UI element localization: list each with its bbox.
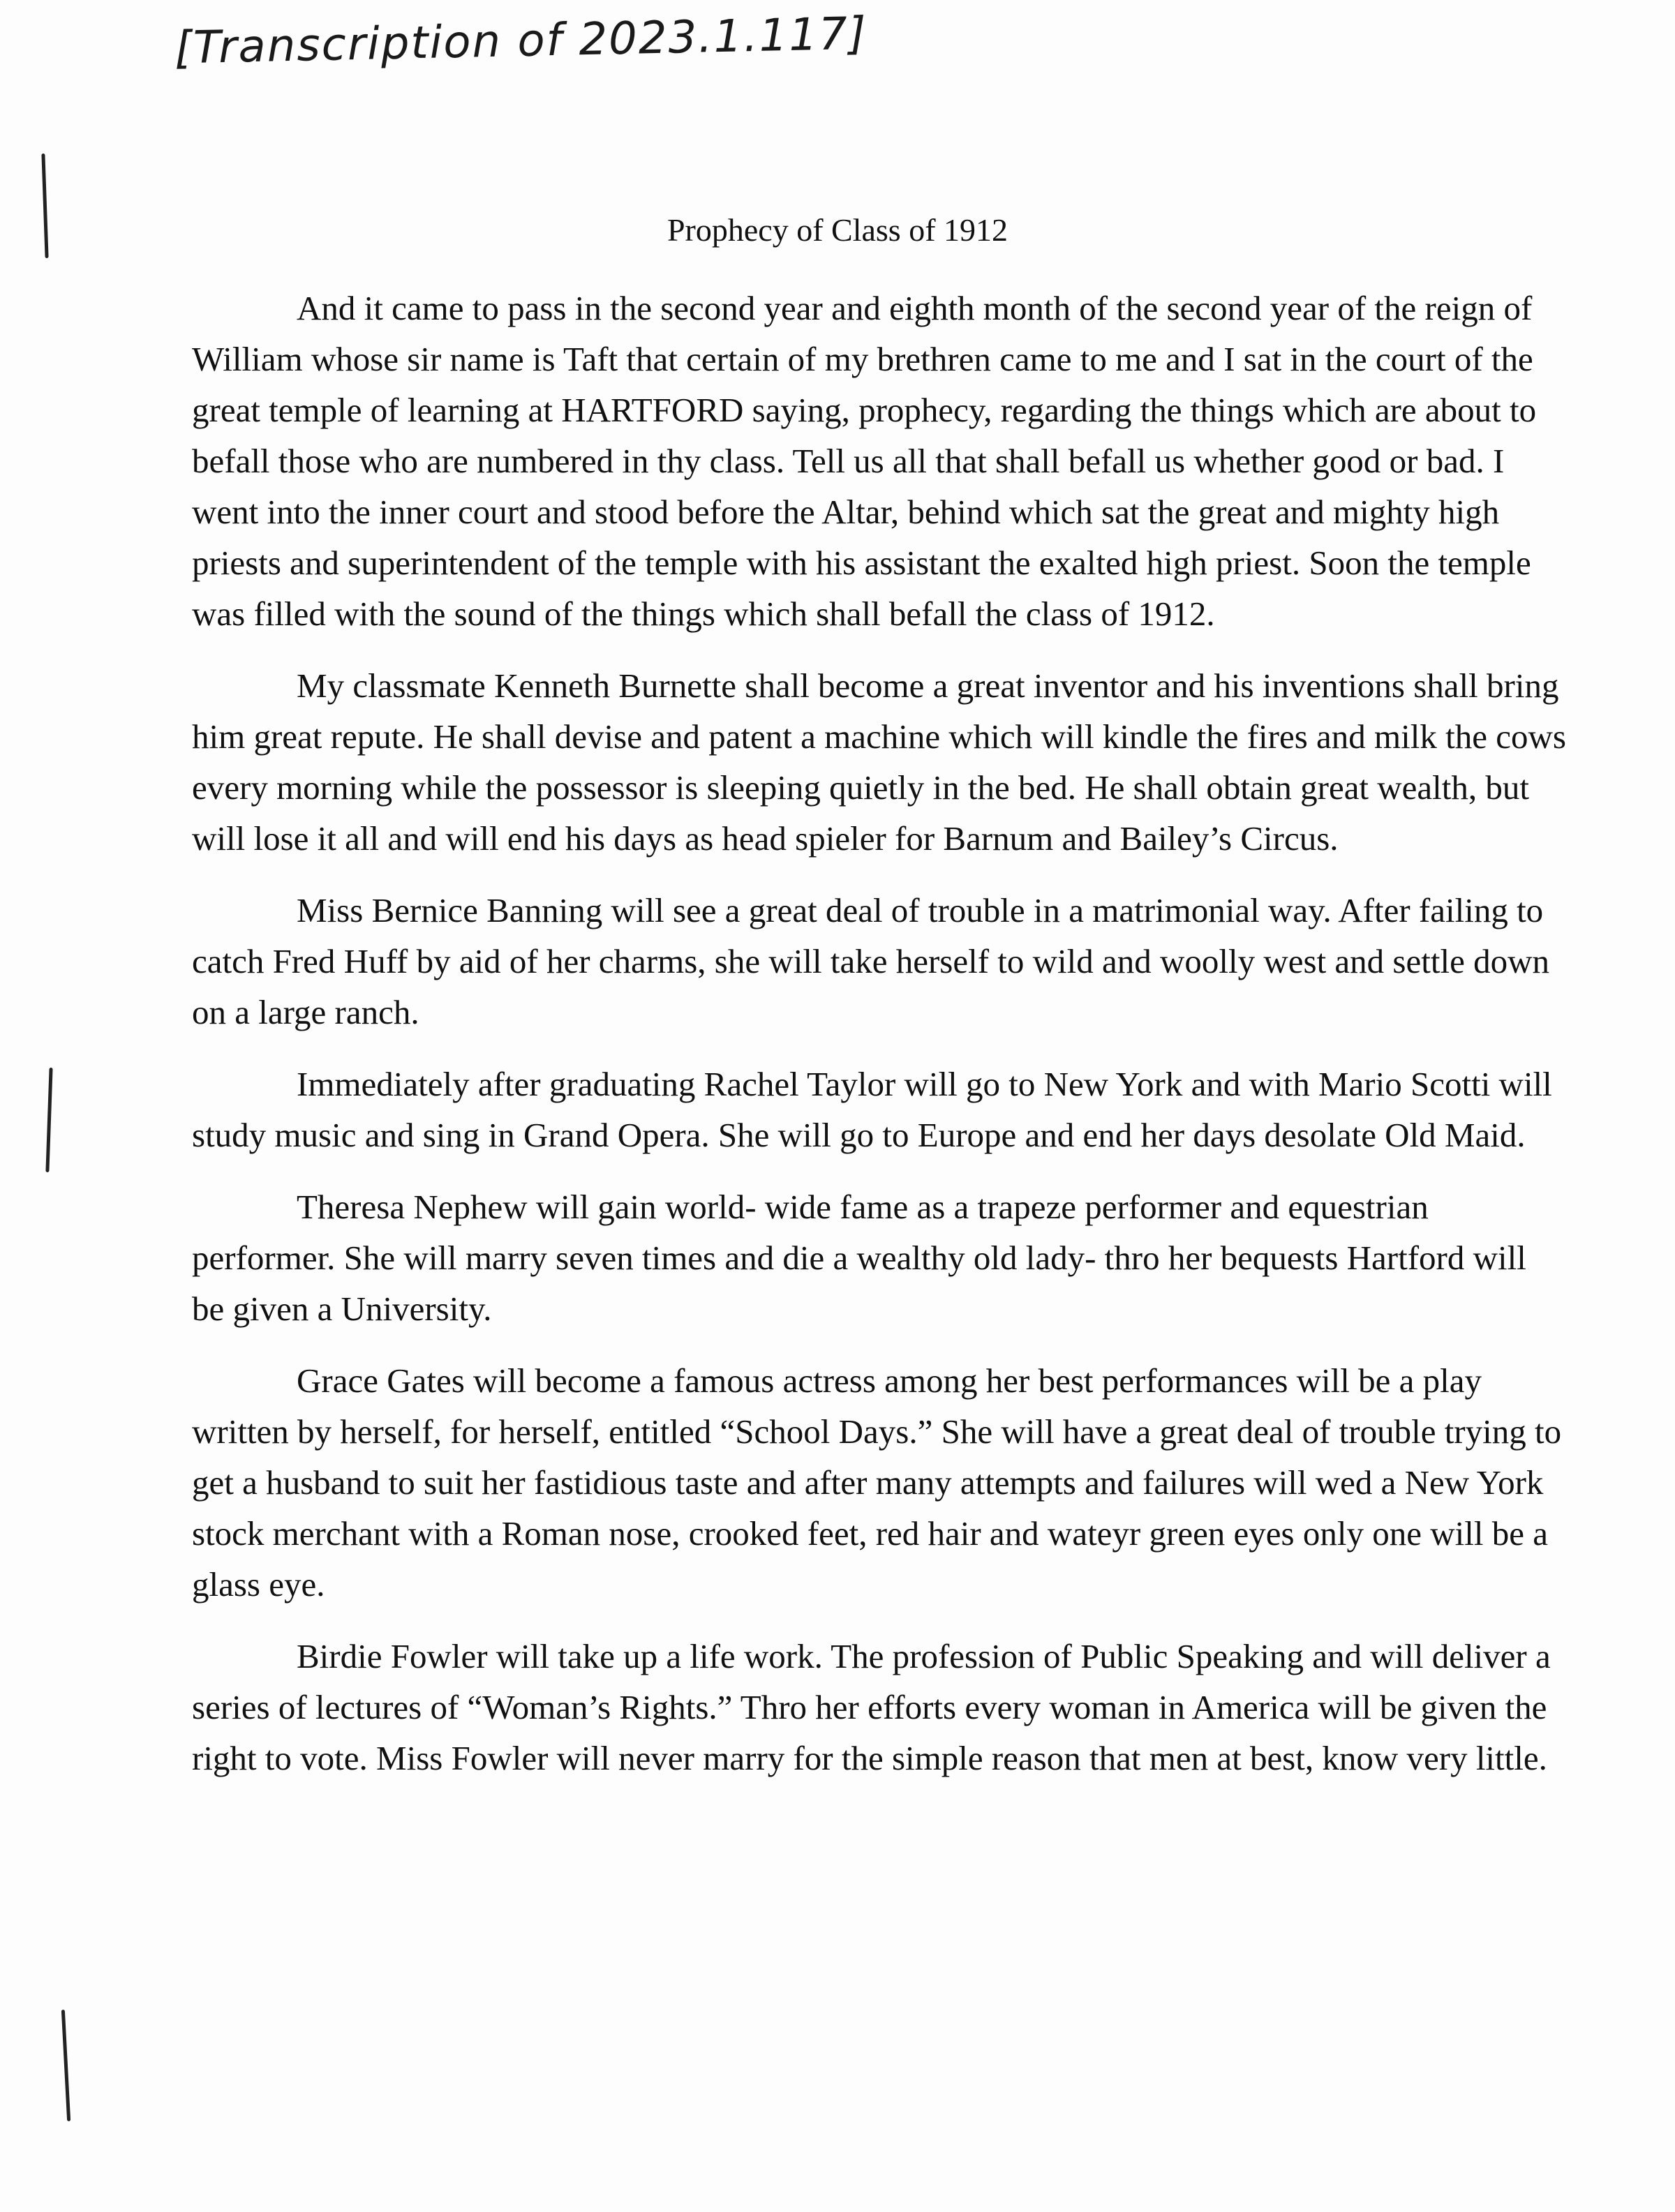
paragraph-intro: And it came to pass in the second year and eighth month of the second year of the reign of William whose sir name is Taft that certain of my brethren came to me and I sat in the court of the great temple of learning at HARTFORD saying, prophecy, regarding the things which are about to befall those who are numbered in thy class. Tell us all that shall befall us whether good or bad. I went into the inner court and stood before the Altar, behind which sat the great and mighty high priests and superintendent of the temple with his assistant the exalted high priest. Soon the temple was filled with the sound of the things which shall befall the class of 1912. [192,289,1537,633]
paragraph-burnette: My classmate Kenneth Burnette shall become a great inventor and his inventions shall bring him great repute. He shall devise and patent a machine which will kindle the fires and milk the cows every morning while the possessor is sleeping quietly in the bed. He shall obtain great wealth, but will lose it all and will end his days as head spieler for Barnum and Bailey’s Circus. [192,666,1566,858]
paragraph-nephew: Theresa Nephew will gain world- wide fame as a trapeze performer and equestrian performer. She will marry seven times and die a wealthy old lady- thro her bequests Hartford will be given a University. [192,1188,1526,1328]
margin-bracket-mark [45,1068,52,1172]
document-body [192,283,1567,1804]
paragraph-gates: Grace Gates will become a famous actress among her best performances will be a play written by herself, for herself, entitled “School Days.” She will have a great deal of trouble trying to get a husband to suit her fastidious taste and after many attempts and failures will wed a New York stock merchant with a Roman nose, crooked feet, red hair and wateyr green eyes only one will be a glass eye. [192,1361,1562,1604]
page-title: Prophecy of Class of 1912 [667,212,1008,248]
margin-bracket-mark [61,2010,70,2121]
paragraph-taylor: Immediately after graduating Rachel Taylor will go to New York and with Mario Scotti will study music and sing in Grand Opera. She will go to Europe and end her days desolate Old Maid. [192,1065,1552,1154]
paragraph-banning: Miss Bernice Banning will see a great deal of trouble in a matrimonial way. After failing to catch Fred Huff by aid of her charms, she will take herself to wild and woolly west and settle down on a large ranch. [192,891,1549,1031]
handwritten-transcription-note: [Transcription of 2023.1.117] [174,8,868,75]
paragraph-fowler: Birdie Fowler will take up a life work. The profession of Public Speaking and will deliver a series of lectures of “Woman’s Rights.” Thro her efforts every woman in America will be given the right to vote. Miss Fowler will never marry for the simple reason that men at best, know very little. [192,1637,1551,1777]
